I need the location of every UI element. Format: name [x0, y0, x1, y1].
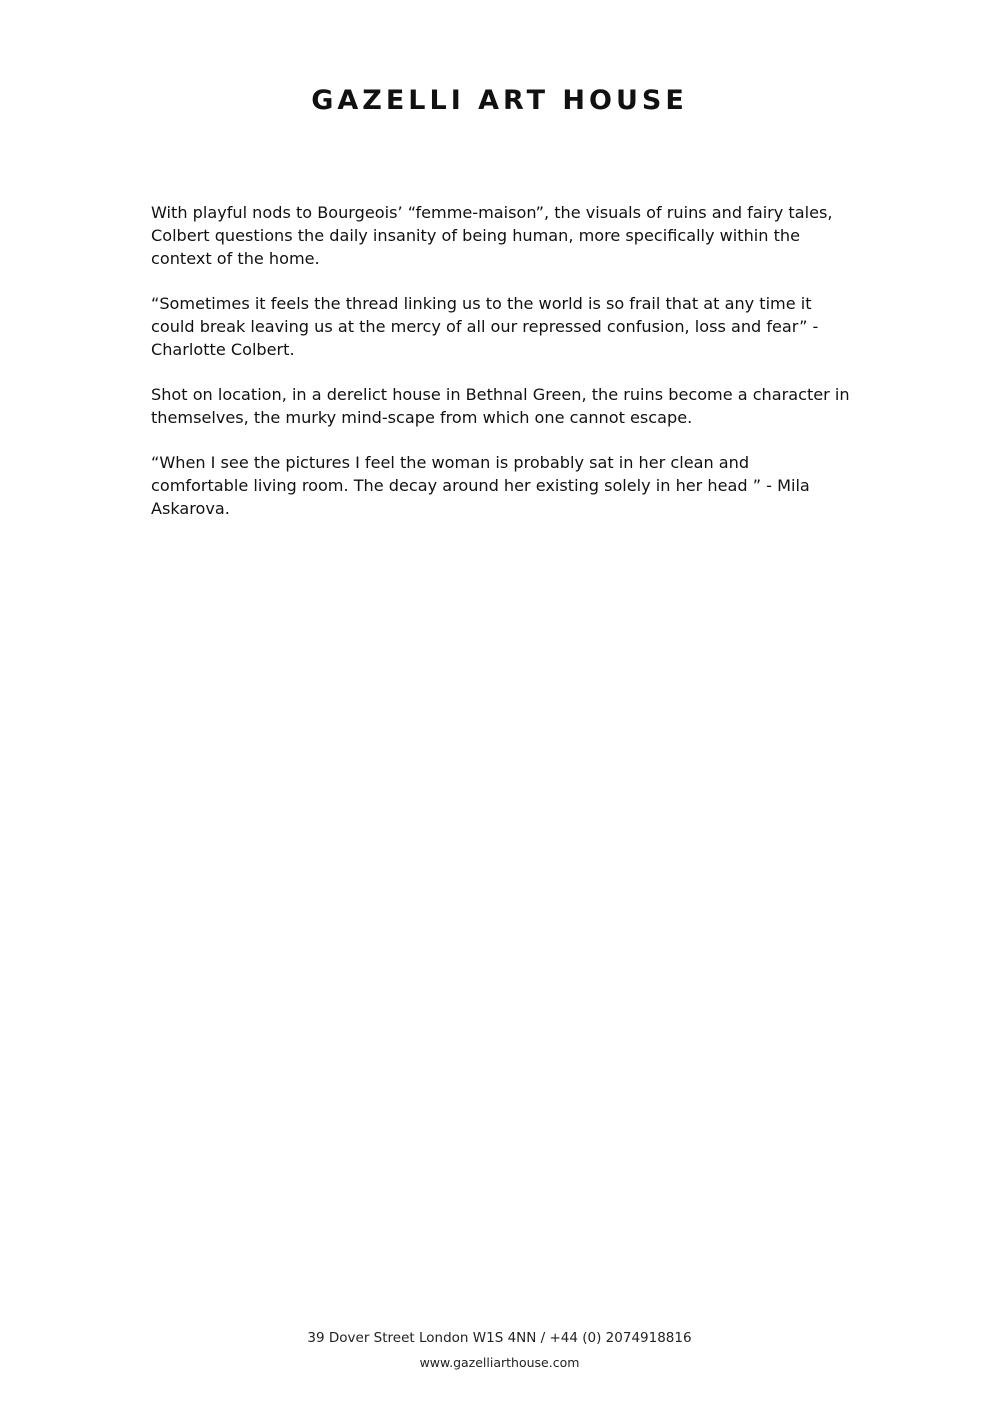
- gallery-name-header: GAZELLI ART HOUSE: [311, 85, 688, 116]
- footer-website: www.gazelliarthouse.com: [419, 1355, 580, 1370]
- paragraph-askarova-quote: “When I see the pictures I feel the woman is probably sat in her clean and comfortable living room. The decay around her existing solely in her head ” - Mila Askarova.: [151, 453, 810, 518]
- paragraph-colbert-quote: “Sometimes it feels the thread linking us to the world is so frail that at any time it could break leaving us at the mercy of all our repressed confusion, loss and fear” - Charlotte Colbert.: [151, 294, 819, 359]
- press-release-body: [151, 201, 851, 542]
- paragraph-intro: With playful nods to Bourgeois’ “femme-maison”, the visuals of ruins and fairy tales, Colbert questions the daily insanity of being human, more specifically within the context of the home.: [151, 203, 833, 268]
- paragraph-location: Shot on location, in a derelict house in Bethnal Green, the ruins become a character in themselves, the murky mind-scape from which one cannot escape.: [151, 385, 850, 427]
- footer-address: 39 Dover Street London W1S 4NN / +44 (0) 2074918816: [307, 1330, 692, 1346]
